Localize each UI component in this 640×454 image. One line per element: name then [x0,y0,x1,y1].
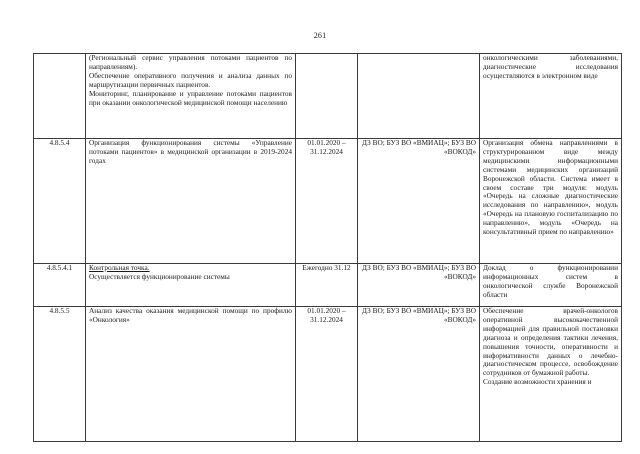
dates-cell [296,54,358,139]
result-text-line: онкологическими заболеваниями, диагностические исследования осуществляются в электронном виде [483,53,618,80]
measure-text-line: Анализ качества оказания медицинской помощи по профилю «Онкология» [89,306,292,324]
result-cell [480,264,622,307]
table-row [34,264,622,307]
measure-text-line: Мониторинг, планирование и управление потоками пациентов при оказании онкологической медицинской помощи населению [89,88,292,107]
result-text-line: Доклад о функционировании информационных систем в онкологической службе Воронежской области [483,263,618,299]
executors-cell: ДЗ ВО; БУЗ ВО «ВМИАЦ»; БУЗ ВО «ВОКОД» [358,139,480,264]
measure-description-cell [86,139,296,264]
measures-table [33,53,622,442]
measure-text-line: Организация функционирования системы «Управление потоками пациентов» в медицинской организации в 2019-2024 годах [89,138,292,165]
measure-description-cell [86,264,296,307]
result-text-line: Организация обмена направлениями в структурированном виде между медицинскими информационными системами медицинских организаций Воронежской области. Система имеет в своем составе три модуля: модуль «Очередь на сложные диагностические исследования по направлению», модуль «Очередь на плановую госпитализацию по направлению», модуль «Очередь на консультативный прием по направлению» [483,138,618,237]
dates-cell: Ежегодно 31.12 [296,264,358,307]
measure-text-line: Осуществляется функционирование системы [89,271,230,281]
table-row [34,54,622,139]
measure-text-line: (Региональный сервис управления потоками пациентов по направлениям). [89,53,292,71]
control-point-label: Контрольная точка. [89,263,150,272]
result-cell [480,54,622,139]
result-text-line: Создание возможности хранения и [483,377,592,387]
dates-cell: 01.01.2020 – 31.12.2024 [296,307,358,442]
measure-description-cell [86,307,296,442]
dates-cell: 01.01.2020 – 31.12.2024 [296,139,358,264]
table-row [34,139,622,264]
row-number-cell: 4.8.5.4 [34,139,86,264]
executors-cell: ДЗ ВО; БУЗ ВО «ВМИАЦ»; БУЗ ВО «ВОКОД» [358,307,480,442]
executors-cell: ДЗ ВО; БУЗ ВО «ВМИАЦ»; БУЗ ВО «ВОКОД» [358,264,480,307]
row-number-cell [34,54,86,139]
table-row [34,307,622,442]
measure-text-line: Обеспечение оперативного получения и анализа данных по маршрутизации первичных пациентов. [89,70,292,89]
row-number-cell: 4.8.5.4.1 [34,264,86,307]
row-number-cell: 4.8.5.5 [34,307,86,442]
executors-cell [358,54,480,139]
result-cell [480,139,622,264]
result-cell [480,307,622,442]
page-number: 261 [313,31,327,40]
result-text-line: Обеспечение врачей-онкологов оперативной высококачественной информацией для правильной постановки диагноза и определения тактики лечения, повышения точности, оперативности и информативности данных о лечебно-диагностическом процессе, освобождение сотрудников от бумажной работы. [483,306,618,378]
measure-description-cell [86,54,296,139]
